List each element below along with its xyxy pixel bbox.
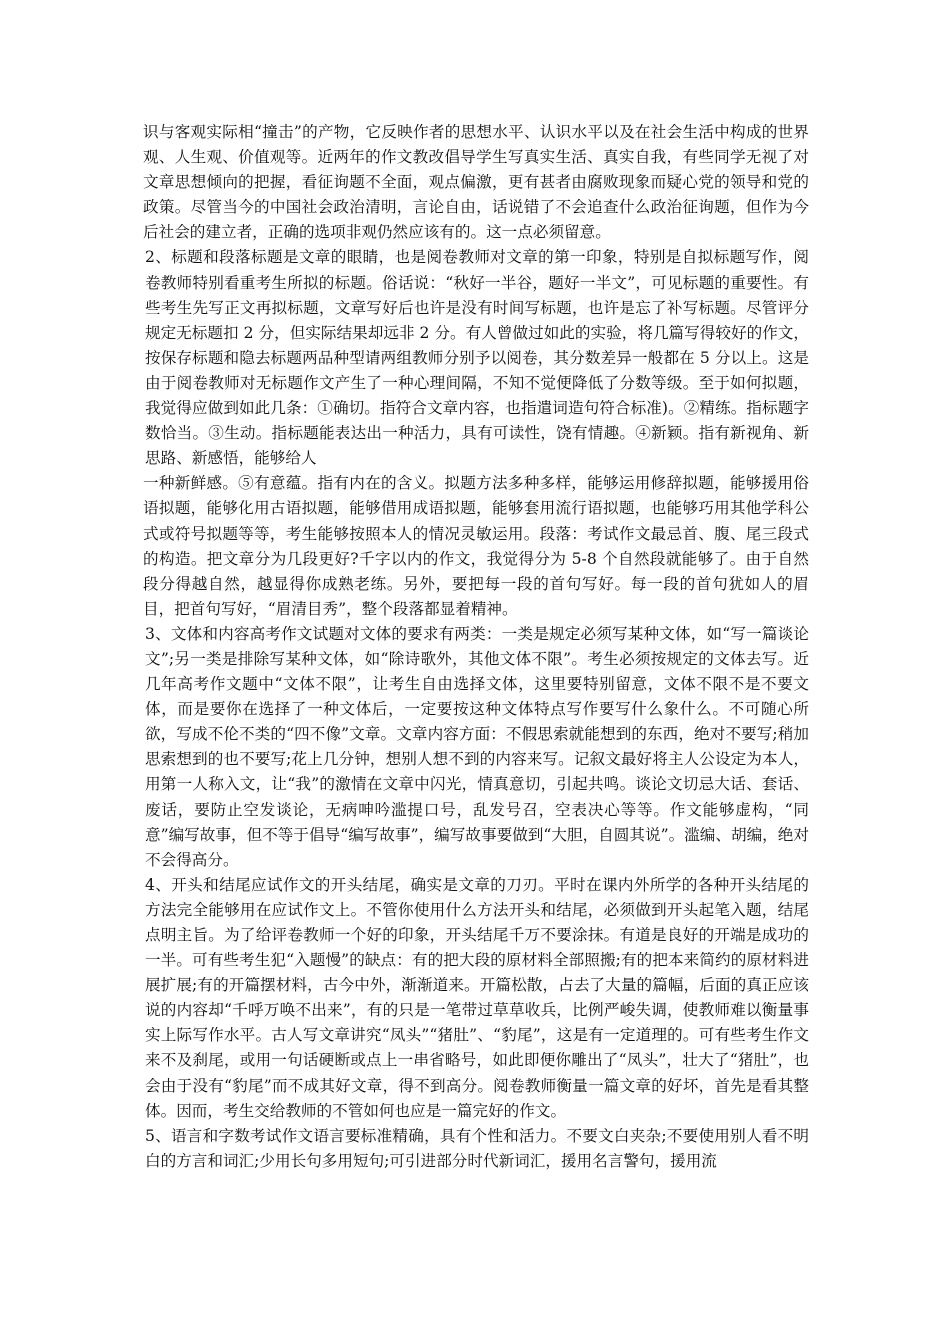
paragraph-intro-continued: 识与客观实际相“撞击”的产物，它反映作者的思想水平、认识水平以及在社会生活中构成的世界观、人生观、价值观等。近两年的作文教改倡导学生写真实生活、真实自我，有些同学无视了对文章思想倾向的把握，看征询题不全面，观点偏激，更有甚者由腐败现象而疑心党的领导和党的政策。尽管当今的中国社会政治清明，言论自由，话说错了不会追查什么政治征询题，但作为今后社会的建立者，正确的选项非观仍然应该有的。这一点必须留意。 <box>143 123 809 242</box>
paragraph-title-section: 2、标题和段落标题是文章的眼睛，也是阅卷教师对文章的第一印象，特别是自拟标题写作，阅卷教师特别看重考生所拟的标题。俗话说：“秋好一半谷，题好一半文”，可见标题的重要性。有些考生先写正文再拟标题，文章写好后也许是没有时间写标题，也许是忘了补写标题。尽管评分规定无标题扣 2 分，但实际结果却远非 2 分。有人曾做过如此的实验，将几篇写得较好的作文，按保存标题和隐去标题两品种型请两组教师分别予以阅卷，其分数差异一般都在 5 分以上。这是由于阅卷教师对无标题作文产生了一种心理间隔，不知不觉便降低了分数等级。至于如何拟题，我觉得应做到如此几条：①确切。指符合文章内容，也指遣词造句符合标准)。②精练。指标题字数恰当。③生动。指标题能表达出一种活力，具有可读性，饶有情趣。④新颖。指有新视角、新思路、新感悟，能够给人 <box>145 248 809 468</box>
paragraph-title-section-continued: 一种新鲜感。⑤有意蕴。指有内在的含义。拟题方法多种多样，能够运用修辞拟题，能够援用俗语拟题，能够化用古语拟题，能够借用成语拟题，能够套用流行语拟题，也能够巧用其他学科公式或符号拟题等等，考生能够按照本人的情况灵敏运用。段落：考试作文最忌首、腹、尾三段式的构造。把文章分为几段更好?千字以内的作文，我觉得分为 5-8 个自然段就能够了。由于自然段分得越自然，越显得你成熟老练。另外，要把每一段的首句写好。每一段的首句犹如人的眉目，把首句写好，“眉清目秀”，整个段落都显着精神。 <box>143 474 809 618</box>
paragraph-opening-ending: 4、开头和结尾应试作文的开头结尾，确实是文章的刀刃。平时在课内外所学的各种开头结尾的方法完全能够用在应试作文上。不管你使用什么方法开头和结尾，必须做到开头起笔入题，结尾点明主旨。为了给评卷教师一个好的印象，开头结尾千万不要涂抹。有道是良好的开端是成功的一半。可有些考生犯“入题慢”的缺点：有的把大段的原材料全部照搬;有的把本来简约的原材料进展扩展;有的开篇摆材料，古今中外，渐渐道来。开篇松散，占去了大量的篇幅，后面的真正应该说的内容却“千呼万唤不出来”，有的只是一笔带过草草收兵，比例严峻失调，使教师难以衡量事实上际写作水平。古人写文章讲究“凤头”“猪肚”、“豹尾”，这是有一定道理的。可有些考生作文来不及刹尾，或用一句话硬断或点上一串省略号，如此即便你雕出了“凤头”，壮大了“猪肚”，也会由于没有“豹尾”而不成其好文章，得不到高分。阅卷教师衡量一篇文章的好坏，首先是看其整体。因而，考生交给教师的不管如何也应是一篇完好的作文。 <box>145 875 809 1120</box>
document-page <box>143 120 809 1174</box>
paragraph-genre-content: 3、文体和内容高考作文试题对文体的要求有两类：一类是规定必须写某种文体，如“写一篇谈论文”;另一类是排除写某种文体，如“除诗歌外，其他文体不限”。考生必须按规定的文体去写。近几年高考作文题中“文体不限”，让考生自由选择文体，这里要特别留意，文体不限不是不要文体，而是要你在选择了一种文体后，一定要按这种文体特点写作要写什么象什么。不可随心所欲，写成不伦不类的“四不像”文章。文章内容方面：不假思索就能想到的东西，绝对不要写;稍加思索想到的也不要写;花上几分钟，想别人想不到的内容来写。记叙文最好将主人公设定为本人，用第一人称入文，让“我”的激情在文章中闪光，情真意切，引起共鸣。谈论文切忌大话、套话、废话，要防止空发谈论，无病呻吟滥提口号，乱发号召，空表决心等等。作文能够虚构，“同意”编写故事，但不等于倡导“编写故事”，编写故事要做到“大胆，自圆其说”。滥编、胡编，绝对不会得高分。 <box>145 624 809 869</box>
paragraph-language-wordcount: 5、语言和字数考试作文语言要标准精确，具有个性和活力。不要文白夹杂;不要使用别人看不明白的方言和词汇;少用长句多用短句;可引进部分时代新词汇，援用名言警句，援用流 <box>145 1126 809 1170</box>
